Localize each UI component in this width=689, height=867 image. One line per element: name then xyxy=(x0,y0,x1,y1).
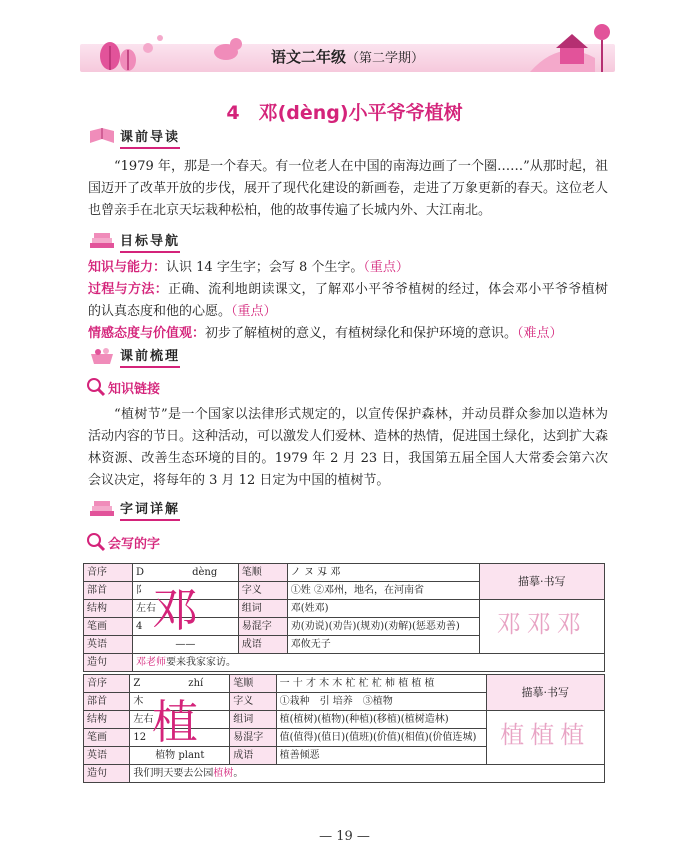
big-char: 植 xyxy=(152,695,198,749)
knowledge-paragraph: “植树节”是一个国家以法律形式规定的，以宣传保护森林，并动员群众参加以造林为活动内容的节日。这种活动，可以激发人们爱林、造林的热情，促进国土绿化，达到扩大森林资源、改善生态环境的目的。1979 年 2 月 23 日，我国第五届全国人大常委会第六次会议决定，将每年的 3 月 12 日定为中国的植树节。 xyxy=(88,407,609,488)
page-header xyxy=(80,18,615,72)
subsection-write-chars: 会写的字 xyxy=(86,532,160,552)
section-review: 课前梳理 xyxy=(88,345,180,367)
big-char: 邓 xyxy=(152,583,198,637)
char-card: 音序 D dèng 笔顺 ノ ヌ 刄 邓 描摹·书写 部首 阝 字义 ①姓 ②邓州，地名，在河南省 结构 左右 组词 邓(姓邓) 邓邓邓 笔画 4 易混字 劝(劝说)(劝告)(规劝)(劝解)(惩恶劝善) 英语 —— 成语 邓攸无子 造句 邓老师要来我家家访。 xyxy=(83,563,605,672)
section-goals: 目标导航 xyxy=(88,230,180,252)
trace-box: 植植植 xyxy=(486,711,604,765)
goal-item: 知识与能力：认识 14 字生字；会写 8 个生字。（重点） xyxy=(88,260,409,275)
lesson-title: 4 邓(dèng)小平爷爷植树 xyxy=(226,102,463,124)
magnifier-icon xyxy=(86,377,106,397)
trace-box: 邓邓邓 xyxy=(479,600,604,654)
header-title: 语文二年级（第二学期） xyxy=(270,48,425,66)
goal-item: 过程与方法：正确、流利地朗读课文，了解邓小平爷爷植树的经过，体会邓小平爷爷植树的认真态度和他的心愿。（重点） xyxy=(88,282,608,319)
page-number: — 19 — xyxy=(319,829,370,844)
section-preview: 课前导读 xyxy=(88,126,180,148)
goals-list xyxy=(88,257,608,345)
books-stack-icon xyxy=(88,231,116,251)
basket-icon xyxy=(88,346,116,366)
magnifier-icon xyxy=(86,532,106,552)
book-icon xyxy=(88,127,116,147)
books-stack-icon xyxy=(88,499,116,519)
section-word-explain: 字词详解 xyxy=(88,498,180,520)
char-card: 音序 Z zhí 笔顺 一 十 才 木 木 杧 杧 杧 柿 植 植 植 描摹·书写 部首 木 字义 ①栽种 引 培养 ③植物 结构 左右 组词 植(植树)(植物)(种植)(移植)(植树造林) 植植植 笔画 12 易混字 值(值得)(值日)(值班)(价值)(相值)(价值连城) 英语 植物 plant 成语 植善倾恶 造句 我们明天要去公园植树。 xyxy=(83,674,605,783)
subsection-knowledge-link: 知识链接 xyxy=(86,377,160,397)
goal-item: 情感态度与价值观：初步了解植树的意义，有植树绿化和保护环境的意识。（难点） xyxy=(88,326,563,341)
preview-paragraph: “1979 年，那是一个春天。有一位老人在中国的南海边画了一个圈……”从那时起，祖国迈开了改革开放的步伐，展开了现代化建设的新画卷，走进了万象更新的春天。这位老人也曾亲手在北京天坛栽种松柏，他的故事传遍了长城内外、大江南北。 xyxy=(88,159,609,218)
